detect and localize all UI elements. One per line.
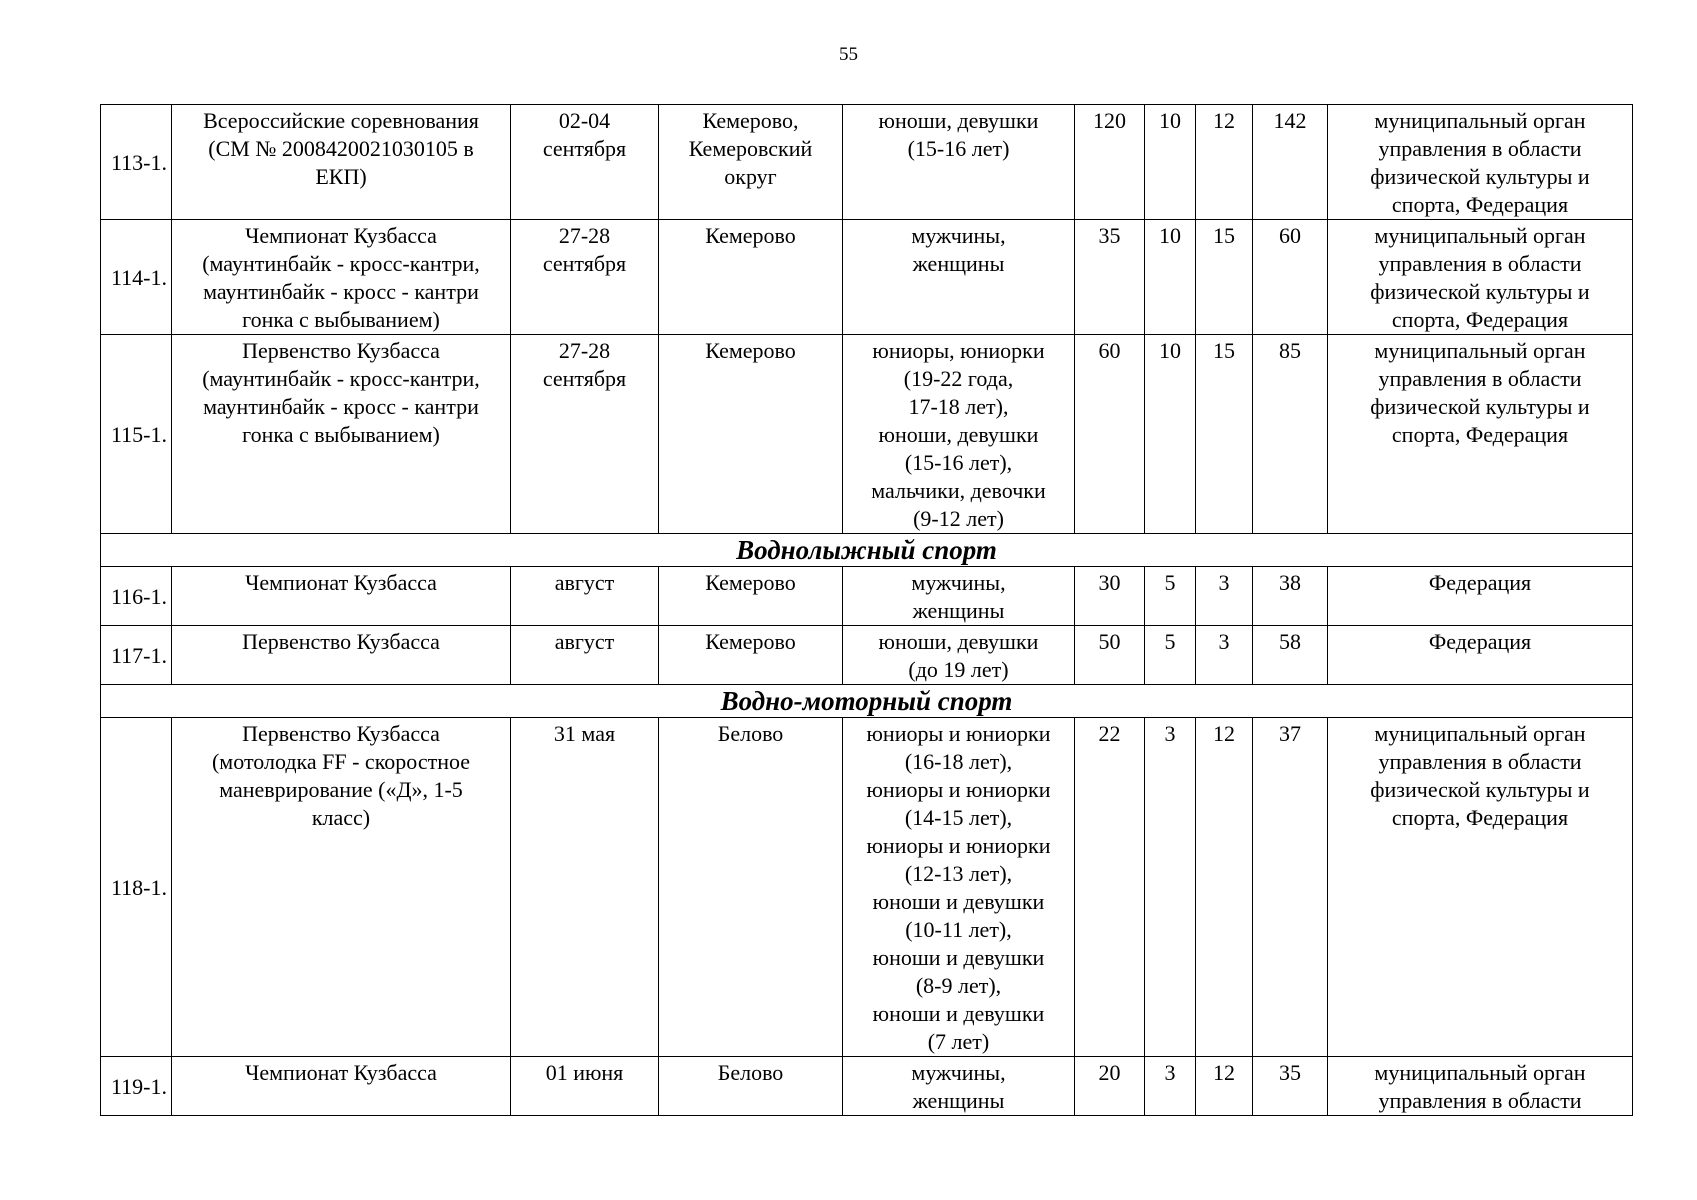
count-col-3: 15 xyxy=(1196,220,1253,335)
event-participants-line: (14-15 лет), xyxy=(904,805,1013,830)
event-organizer-line: управления в области xyxy=(1378,749,1582,774)
event-organizer-line: муниципальный орган xyxy=(1374,223,1586,248)
event-date xyxy=(511,335,659,534)
event-name xyxy=(172,718,511,1057)
event-organizer-line: физической культуры и xyxy=(1370,279,1590,304)
count-col-3: 12 xyxy=(1196,718,1253,1057)
event-participants-line: юноши, девушки xyxy=(878,629,1039,654)
event-date xyxy=(511,220,659,335)
event-name xyxy=(172,567,511,626)
event-date-line: 02-04 xyxy=(558,108,611,133)
count-col-1: 22 xyxy=(1075,718,1145,1057)
count-total: 58 xyxy=(1253,626,1328,685)
event-participants-line: (до 19 лет) xyxy=(908,657,1009,682)
event-number: 114-1. xyxy=(101,220,172,335)
count-col-2: 3 xyxy=(1145,718,1196,1057)
event-organizer-line: муниципальный орган xyxy=(1374,721,1586,746)
event-row xyxy=(101,718,1633,1057)
event-participants-line: (10-11 лет), xyxy=(905,917,1012,942)
event-organizer-line: спорта, Федерация xyxy=(1391,307,1569,332)
event-place xyxy=(659,1057,843,1116)
event-name-line: Первенство Кузбасса xyxy=(242,338,440,363)
event-name-line: маунтинбайк - кросс - кантри xyxy=(203,394,479,419)
event-organizer-line: управления в области xyxy=(1378,366,1582,391)
event-participants xyxy=(843,335,1075,534)
event-organizer xyxy=(1328,626,1633,685)
event-row xyxy=(101,626,1633,685)
count-col-3: 12 xyxy=(1196,1057,1253,1116)
event-participants-line: (19-22 года, xyxy=(903,366,1014,391)
event-row xyxy=(101,335,1633,534)
section-title: Воднолыжный спорт xyxy=(101,534,1633,567)
event-organizer-line: управления в области xyxy=(1378,136,1582,161)
event-organizer xyxy=(1328,567,1633,626)
count-col-1: 60 xyxy=(1075,335,1145,534)
event-name-line: маневрирование («Д», 1-5 xyxy=(219,777,463,802)
event-participants-line: (8-9 лет), xyxy=(915,973,1002,998)
event-place-line: Кемерово xyxy=(705,629,796,654)
event-name-line: (маунтинбайк - кросс-кантри, xyxy=(202,251,480,276)
event-participants xyxy=(843,1057,1075,1116)
event-name-line: Чемпионат Кузбасса xyxy=(245,223,437,248)
event-place xyxy=(659,105,843,220)
section-header-row xyxy=(101,534,1633,567)
event-participants-line: юноши и девушки xyxy=(872,889,1045,914)
event-place-line: Кемерово xyxy=(705,223,796,248)
event-participants-line: (15-16 лет) xyxy=(907,136,1010,161)
count-col-1: 50 xyxy=(1075,626,1145,685)
event-number: 116-1. xyxy=(101,567,172,626)
event-participants-line: юниоры, юниорки xyxy=(872,338,1045,363)
event-participants-line: юноши, девушки xyxy=(878,422,1039,447)
event-name-line: гонка с выбыванием) xyxy=(242,422,440,447)
event-participants-line: юноши и девушки xyxy=(872,945,1045,970)
event-participants xyxy=(843,626,1075,685)
section-header-row xyxy=(101,685,1633,718)
event-participants xyxy=(843,567,1075,626)
event-participants-line: (9-12 лет) xyxy=(913,506,1004,531)
event-name xyxy=(172,220,511,335)
count-col-1: 30 xyxy=(1075,567,1145,626)
count-total: 142 xyxy=(1253,105,1328,220)
event-date-line: сентября xyxy=(542,251,627,276)
event-organizer xyxy=(1328,718,1633,1057)
event-participants-line: мальчики, девочки xyxy=(871,478,1046,503)
count-col-2: 3 xyxy=(1145,1057,1196,1116)
competition-schedule-table xyxy=(100,104,1633,1116)
event-place-line: Белово xyxy=(717,721,784,746)
event-participants-line: мужчины, xyxy=(911,570,1006,595)
count-total: 60 xyxy=(1253,220,1328,335)
count-col-1: 35 xyxy=(1075,220,1145,335)
event-organizer-line: муниципальный орган xyxy=(1374,338,1586,363)
count-col-2: 10 xyxy=(1145,335,1196,534)
event-participants-line: мужчины, xyxy=(911,223,1006,248)
event-name-line: (маунтинбайк - кросс-кантри, xyxy=(202,366,480,391)
event-date-line: 01 июня xyxy=(545,1060,624,1085)
event-number: 115-1. xyxy=(101,335,172,534)
event-place xyxy=(659,335,843,534)
event-participants-line: женщины xyxy=(912,598,1005,623)
event-name-line: (мотолодка FF - скоростное xyxy=(211,749,471,774)
event-participants-line: женщины xyxy=(912,1088,1005,1113)
event-participants-line: женщины xyxy=(912,251,1005,276)
event-place xyxy=(659,220,843,335)
event-organizer-line: управления в области xyxy=(1378,251,1582,276)
event-name xyxy=(172,105,511,220)
event-row xyxy=(101,1057,1633,1116)
event-participants-line: (15-16 лет), xyxy=(904,450,1013,475)
page-number: 55 xyxy=(839,44,858,65)
event-organizer-line: спорта, Федерация xyxy=(1391,805,1569,830)
event-place-line: Кемеровский xyxy=(688,136,813,161)
event-organizer xyxy=(1328,1057,1633,1116)
event-name-line: ЕКП) xyxy=(315,164,367,189)
event-name-line: (СМ № 2008420021030105 в xyxy=(208,136,474,161)
event-date xyxy=(511,1057,659,1116)
event-name-line: Первенство Кузбасса xyxy=(242,629,440,654)
event-number: 119-1. xyxy=(101,1057,172,1116)
event-name-line: класс) xyxy=(311,805,371,830)
event-name xyxy=(172,335,511,534)
event-organizer xyxy=(1328,335,1633,534)
count-col-3: 15 xyxy=(1196,335,1253,534)
event-participants xyxy=(843,220,1075,335)
event-date-line: сентября xyxy=(542,366,627,391)
event-date xyxy=(511,567,659,626)
event-name-line: маунтинбайк - кросс - кантри xyxy=(203,279,479,304)
event-date xyxy=(511,626,659,685)
event-participants-line: (16-18 лет), xyxy=(904,749,1013,774)
event-number: 117-1. xyxy=(101,626,172,685)
event-place-line: Кемерово, xyxy=(702,108,799,133)
event-participants-line: юниоры и юниорки xyxy=(866,721,1051,746)
event-participants-line: юниоры и юниорки xyxy=(866,777,1051,802)
count-col-2: 10 xyxy=(1145,105,1196,220)
event-row xyxy=(101,567,1633,626)
event-organizer-line: Федерация xyxy=(1428,570,1532,595)
event-participants-line: юноши и девушки xyxy=(872,1001,1045,1026)
event-organizer-line: физической культуры и xyxy=(1370,394,1590,419)
event-organizer-line: спорта, Федерация xyxy=(1391,422,1569,447)
event-organizer-line: муниципальный орган xyxy=(1374,108,1586,133)
event-date-line: 31 мая xyxy=(553,721,616,746)
event-place xyxy=(659,718,843,1057)
event-participants-line: 17-18 лет), xyxy=(908,394,1009,419)
event-organizer-line: физической культуры и xyxy=(1370,777,1590,802)
count-col-2: 10 xyxy=(1145,220,1196,335)
event-organizer-line: физической культуры и xyxy=(1370,164,1590,189)
event-date-line: август xyxy=(554,570,615,595)
event-participants-line: юниоры и юниорки xyxy=(866,833,1051,858)
event-name-line: Чемпионат Кузбасса xyxy=(245,570,437,595)
event-name-line: гонка с выбыванием) xyxy=(242,307,440,332)
event-organizer-line: Федерация xyxy=(1428,629,1532,654)
event-organizer-line: управления в области xyxy=(1378,1088,1582,1113)
count-col-3: 12 xyxy=(1196,105,1253,220)
event-name xyxy=(172,1057,511,1116)
count-total: 37 xyxy=(1253,718,1328,1057)
event-organizer xyxy=(1328,220,1633,335)
event-organizer-line: спорта, Федерация xyxy=(1391,192,1569,217)
event-date-line: сентября xyxy=(542,136,627,161)
event-date-line: август xyxy=(554,629,615,654)
count-total: 38 xyxy=(1253,567,1328,626)
count-col-1: 120 xyxy=(1075,105,1145,220)
event-place-line: Кемерово xyxy=(705,570,796,595)
event-participants-line: юноши, девушки xyxy=(878,108,1039,133)
event-organizer xyxy=(1328,105,1633,220)
event-place xyxy=(659,626,843,685)
event-name xyxy=(172,626,511,685)
event-date-line: 27-28 xyxy=(558,223,611,248)
event-place xyxy=(659,567,843,626)
event-participants xyxy=(843,718,1075,1057)
count-col-2: 5 xyxy=(1145,626,1196,685)
count-col-3: 3 xyxy=(1196,626,1253,685)
event-number: 118-1. xyxy=(101,718,172,1057)
event-participants-line: мужчины, xyxy=(911,1060,1006,1085)
count-total: 85 xyxy=(1253,335,1328,534)
event-participants-line: (7 лет) xyxy=(927,1029,990,1054)
event-place-line: округ xyxy=(724,164,777,189)
event-organizer-line: муниципальный орган xyxy=(1374,1060,1586,1085)
event-date xyxy=(511,718,659,1057)
event-participants xyxy=(843,105,1075,220)
section-title: Водно-моторный спорт xyxy=(101,685,1633,718)
count-col-1: 20 xyxy=(1075,1057,1145,1116)
event-name-line: Первенство Кузбасса xyxy=(242,721,440,746)
event-place-line: Белово xyxy=(717,1060,784,1085)
event-name-line: Чемпионат Кузбасса xyxy=(245,1060,437,1085)
event-participants-line: (12-13 лет), xyxy=(904,861,1013,886)
event-date xyxy=(511,105,659,220)
event-place-line: Кемерово xyxy=(705,338,796,363)
event-name-line: Всероссийские соревнования xyxy=(203,108,479,133)
event-row xyxy=(101,220,1633,335)
event-date-line: 27-28 xyxy=(558,338,611,363)
event-number: 113-1. xyxy=(101,105,172,220)
count-col-3: 3 xyxy=(1196,567,1253,626)
count-col-2: 5 xyxy=(1145,567,1196,626)
event-row xyxy=(101,105,1633,220)
count-total: 35 xyxy=(1253,1057,1328,1116)
